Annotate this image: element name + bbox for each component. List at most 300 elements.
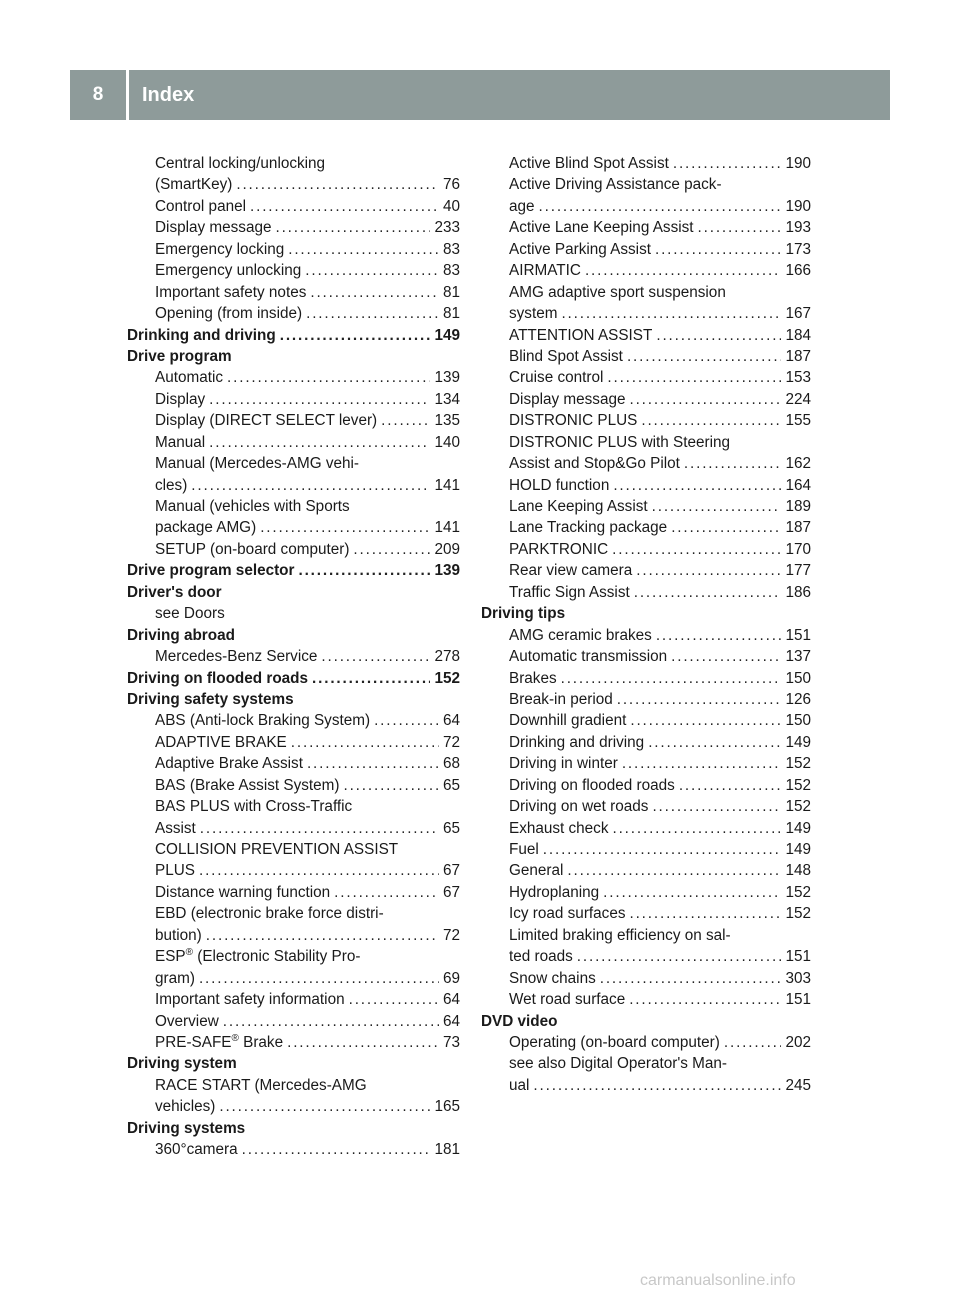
page-ref[interactable]: 72 bbox=[442, 733, 460, 751]
dot-leader bbox=[209, 389, 430, 410]
page-ref[interactable]: 149 bbox=[785, 819, 811, 837]
page-ref[interactable]: 166 bbox=[785, 262, 811, 280]
page-ref[interactable]: 151 bbox=[785, 626, 811, 644]
page-ref[interactable]: 64 bbox=[442, 991, 460, 1009]
index-heading bbox=[127, 325, 460, 346]
dot-leader bbox=[543, 839, 782, 860]
dot-leader bbox=[223, 1011, 439, 1032]
entry-text: Distance warning function bbox=[155, 883, 331, 901]
page-ref[interactable]: 190 bbox=[785, 197, 811, 215]
index-entry bbox=[509, 989, 811, 1010]
page-ref[interactable]: 303 bbox=[785, 969, 811, 987]
entry-text: Icy road surfaces bbox=[509, 905, 626, 923]
index-entry bbox=[155, 1011, 460, 1032]
dot-leader bbox=[206, 925, 439, 946]
page-ref[interactable]: 224 bbox=[785, 390, 811, 408]
page-ref[interactable]: 139 bbox=[434, 369, 460, 387]
entry-text: Fuel bbox=[509, 841, 539, 858]
index-entry bbox=[509, 303, 811, 324]
entry-text: Driving safety systems bbox=[127, 690, 294, 708]
index-entry bbox=[155, 389, 460, 410]
entry-text: Downhill gradient bbox=[509, 712, 627, 730]
entry-text: PLUS bbox=[155, 862, 195, 880]
entry-text: Active Lane Keeping Assist bbox=[509, 219, 694, 237]
dot-leader bbox=[275, 217, 430, 238]
dot-leader bbox=[629, 989, 781, 1010]
index-entry bbox=[155, 903, 460, 924]
index-heading bbox=[127, 625, 460, 646]
entry-text: Drive program selector bbox=[127, 562, 295, 580]
page-ref[interactable]: 135 bbox=[434, 412, 460, 430]
dot-leader bbox=[648, 732, 781, 753]
index-entry bbox=[509, 968, 811, 989]
page-ref[interactable]: 202 bbox=[785, 1033, 811, 1051]
index-entry bbox=[155, 367, 460, 388]
dot-leader bbox=[630, 710, 781, 731]
entry-text: SETUP (on-board computer) bbox=[155, 540, 350, 558]
entry-text: Central locking/unlocking bbox=[155, 155, 326, 172]
page-ref[interactable]: 65 bbox=[442, 819, 460, 837]
index-entry bbox=[155, 603, 460, 624]
index-heading bbox=[127, 346, 460, 367]
index-entry bbox=[509, 453, 811, 474]
dot-leader bbox=[209, 432, 430, 453]
entry-text: Active Parking Assist bbox=[509, 240, 651, 258]
index-entry bbox=[155, 925, 460, 946]
entry-text: Active Blind Spot Assist bbox=[509, 155, 669, 172]
dot-leader bbox=[219, 1096, 430, 1117]
entry-text: package AMG) bbox=[155, 519, 257, 537]
index-entry bbox=[155, 453, 460, 474]
dot-leader bbox=[298, 560, 430, 581]
entry-text: cles) bbox=[155, 476, 188, 494]
index-entry bbox=[155, 1032, 460, 1053]
entry-text: Driving tips bbox=[481, 605, 566, 623]
index-heading bbox=[127, 689, 460, 710]
page-ref[interactable]: 81 bbox=[442, 305, 460, 323]
entry-text: Lane Keeping Assist bbox=[509, 498, 648, 515]
entry-text: Blind Spot Assist bbox=[509, 347, 623, 365]
dot-leader bbox=[310, 282, 439, 303]
dot-leader bbox=[603, 882, 781, 903]
dot-leader bbox=[671, 646, 781, 667]
page-ref[interactable]: 134 bbox=[434, 390, 460, 408]
dot-leader bbox=[191, 475, 430, 496]
index-entry bbox=[509, 496, 811, 517]
page-ref[interactable]: 187 bbox=[785, 347, 811, 365]
dot-leader bbox=[250, 196, 439, 217]
dot-leader bbox=[539, 196, 782, 217]
index-entry bbox=[509, 217, 811, 238]
entry-text: bution) bbox=[155, 926, 202, 944]
index-heading bbox=[481, 1011, 811, 1032]
index-entry bbox=[155, 217, 460, 238]
index-entry bbox=[155, 775, 460, 796]
page-ref[interactable]: 83 bbox=[442, 262, 460, 280]
page-ref[interactable]: 152 bbox=[785, 883, 811, 901]
index-entry bbox=[509, 1053, 811, 1074]
entry-text: system bbox=[509, 305, 558, 323]
page-ref[interactable]: 83 bbox=[442, 240, 460, 258]
page-ref[interactable]: 233 bbox=[434, 219, 460, 237]
dot-leader bbox=[353, 539, 430, 560]
index-entry bbox=[155, 303, 460, 324]
page-ref[interactable]: 164 bbox=[785, 476, 811, 494]
page-number: 8 bbox=[92, 84, 104, 105]
entry-text: ESP® (Electronic Stability Pro- bbox=[155, 947, 361, 966]
entry-text: AMG adaptive sport suspension bbox=[509, 283, 726, 301]
index-entry bbox=[155, 153, 460, 174]
page-ref[interactable]: 278 bbox=[434, 648, 460, 666]
entry-text: Driver's door bbox=[127, 583, 222, 601]
entry-text: Hydroplaning bbox=[509, 883, 600, 901]
index-entry bbox=[509, 882, 811, 903]
dot-leader bbox=[227, 367, 430, 388]
page-ref[interactable]: 64 bbox=[442, 712, 460, 730]
page-ref[interactable]: 137 bbox=[785, 648, 811, 666]
entry-text: Mercedes-Benz Service bbox=[155, 648, 318, 666]
page-ref[interactable]: 152 bbox=[434, 669, 460, 687]
entry-text: Automatic transmission bbox=[509, 648, 668, 666]
page-ref[interactable]: 177 bbox=[785, 562, 811, 580]
section-title: Index bbox=[142, 84, 195, 106]
index-heading bbox=[127, 560, 460, 581]
entry-text: DISTRONIC PLUS bbox=[509, 412, 638, 430]
page-ref[interactable]: 76 bbox=[442, 176, 460, 194]
page-ref[interactable]: 181 bbox=[434, 1141, 460, 1159]
page-ref[interactable]: 152 bbox=[785, 798, 811, 816]
index-entry bbox=[155, 239, 460, 260]
entry-text: PRE-SAFE® Brake bbox=[155, 1032, 284, 1051]
page-ref[interactable]: 150 bbox=[785, 712, 811, 730]
entry-text: RACE START (Mercedes-AMG bbox=[155, 1076, 367, 1094]
dot-leader bbox=[600, 968, 782, 989]
index-entry bbox=[509, 282, 811, 303]
entry-text: Wet road surface bbox=[509, 991, 626, 1009]
index-entry bbox=[509, 517, 811, 538]
entry-text: Driving systems bbox=[127, 1119, 246, 1137]
dot-leader bbox=[673, 153, 782, 174]
index-entry bbox=[509, 346, 811, 367]
page-ref[interactable]: 155 bbox=[785, 412, 811, 430]
page-ref[interactable]: 140 bbox=[434, 433, 460, 451]
index-entry bbox=[155, 174, 460, 195]
dot-leader bbox=[567, 860, 781, 881]
dot-leader bbox=[622, 753, 782, 774]
index-entry bbox=[509, 174, 811, 195]
page-ref[interactable]: 150 bbox=[785, 669, 811, 687]
page-ref[interactable]: 190 bbox=[785, 155, 811, 172]
index-heading bbox=[481, 603, 811, 624]
dot-leader bbox=[343, 775, 439, 796]
index-entry bbox=[509, 196, 811, 217]
entry-text: Display (DIRECT SELECT lever) bbox=[155, 412, 378, 430]
dot-leader bbox=[656, 625, 782, 646]
index-entry bbox=[509, 625, 811, 646]
index-entry bbox=[155, 732, 460, 753]
entry-text: see also Digital Operator's Man- bbox=[509, 1055, 728, 1073]
entry-text: Manual (Mercedes-AMG vehi- bbox=[155, 455, 360, 473]
index-entry bbox=[155, 539, 460, 560]
dot-leader bbox=[617, 689, 782, 710]
entry-text: gram) bbox=[155, 969, 195, 987]
page-ref[interactable]: 186 bbox=[785, 583, 811, 601]
entry-text: Traffic Sign Assist bbox=[509, 583, 630, 601]
entry-text: Display message bbox=[155, 219, 272, 237]
page-ref[interactable]: 152 bbox=[785, 905, 811, 923]
index-entry bbox=[155, 432, 460, 453]
entry-text: vehicles) bbox=[155, 1098, 216, 1116]
index-entry bbox=[155, 796, 460, 817]
index-entry bbox=[155, 282, 460, 303]
page-ref[interactable]: 152 bbox=[785, 755, 811, 773]
page-ref[interactable]: 165 bbox=[434, 1098, 460, 1116]
dot-leader bbox=[305, 260, 439, 281]
page-ref[interactable]: 245 bbox=[785, 1076, 811, 1094]
dot-leader bbox=[291, 732, 439, 753]
entry-text: Emergency locking bbox=[155, 240, 285, 258]
index-entry bbox=[509, 903, 811, 924]
index-entry bbox=[509, 582, 811, 603]
entry-text: Drive program bbox=[127, 347, 232, 365]
page-ref[interactable]: 184 bbox=[785, 326, 811, 344]
index-heading bbox=[127, 1118, 460, 1139]
index-entry bbox=[155, 260, 460, 281]
index-entry bbox=[155, 1139, 460, 1160]
index-entry bbox=[155, 496, 460, 517]
page-ref[interactable]: 149 bbox=[785, 733, 811, 751]
entry-text: Driving on flooded roads bbox=[509, 776, 675, 794]
dot-leader bbox=[236, 174, 439, 195]
dot-leader bbox=[671, 517, 781, 538]
entry-text: Drinking and driving bbox=[127, 326, 276, 344]
entry-text: DISTRONIC PLUS with Steering bbox=[509, 433, 731, 451]
index-entry bbox=[509, 389, 811, 410]
entry-text: ADAPTIVE BRAKE bbox=[155, 733, 287, 751]
index-entry bbox=[509, 668, 811, 689]
dot-leader bbox=[724, 1032, 782, 1053]
dot-leader bbox=[652, 796, 781, 817]
index-entry bbox=[155, 989, 460, 1010]
entry-text: AIRMATIC bbox=[509, 262, 581, 280]
entry-text: Break-in period bbox=[509, 690, 613, 708]
page-ref[interactable]: 167 bbox=[785, 305, 811, 323]
dot-leader bbox=[287, 1032, 439, 1053]
entry-text: AMG ceramic brakes bbox=[509, 626, 652, 644]
page-ref[interactable]: 126 bbox=[785, 690, 811, 708]
page-ref[interactable]: 148 bbox=[785, 862, 811, 880]
index-entry bbox=[509, 1032, 811, 1053]
page-ref[interactable]: 187 bbox=[785, 519, 811, 537]
entry-text: Overview bbox=[155, 1012, 219, 1030]
entry-text: Driving in winter bbox=[509, 755, 618, 773]
page-ref[interactable]: 151 bbox=[785, 991, 811, 1009]
dot-leader bbox=[607, 367, 781, 388]
page-ref[interactable]: 81 bbox=[442, 283, 460, 301]
page-header bbox=[70, 70, 890, 120]
index-entry bbox=[155, 839, 460, 860]
page-ref[interactable]: 65 bbox=[442, 776, 460, 794]
entry-text: 360°camera bbox=[155, 1141, 238, 1159]
page-ref[interactable]: 67 bbox=[442, 883, 460, 901]
dot-leader bbox=[199, 860, 439, 881]
page-ref[interactable]: 141 bbox=[434, 519, 460, 537]
entry-text: (SmartKey) bbox=[155, 176, 233, 194]
entry-text: HOLD function bbox=[509, 476, 610, 494]
page-ref[interactable]: 209 bbox=[434, 540, 460, 558]
dot-leader bbox=[561, 668, 782, 689]
entry-text: Driving on wet roads bbox=[509, 798, 649, 816]
dot-leader bbox=[321, 646, 430, 667]
index-entry bbox=[509, 689, 811, 710]
index-entry bbox=[509, 1075, 811, 1096]
index-column-left bbox=[127, 153, 460, 1161]
entry-text: DVD video bbox=[481, 1012, 558, 1030]
page-ref[interactable]: 151 bbox=[785, 948, 811, 966]
dot-leader bbox=[634, 582, 782, 603]
entry-text: Exhaust check bbox=[509, 819, 609, 837]
dot-leader bbox=[641, 410, 781, 431]
index-column-right bbox=[481, 153, 811, 1096]
entry-text: Brakes bbox=[509, 669, 557, 687]
dot-leader bbox=[312, 668, 430, 689]
page-ref[interactable]: 64 bbox=[442, 1012, 460, 1030]
index-entry bbox=[509, 775, 811, 796]
entry-text: see Doors bbox=[155, 605, 225, 623]
index-entry bbox=[509, 753, 811, 774]
entry-text: General bbox=[509, 862, 564, 880]
page-ref[interactable]: 149 bbox=[785, 841, 811, 858]
entry-text: Emergency unlocking bbox=[155, 262, 302, 280]
entry-text: COLLISION PREVENTION ASSIST bbox=[155, 841, 399, 858]
entry-text: Limited braking efficiency on sal- bbox=[509, 926, 731, 944]
entry-text: Assist bbox=[155, 819, 196, 837]
index-entry bbox=[509, 796, 811, 817]
index-heading bbox=[127, 582, 460, 603]
dot-leader bbox=[242, 1139, 431, 1160]
index-entry bbox=[509, 260, 811, 281]
dot-leader bbox=[288, 239, 439, 260]
index-entry bbox=[155, 475, 460, 496]
entry-text: ABS (Anti-lock Braking System) bbox=[155, 712, 371, 730]
index-entry bbox=[155, 517, 460, 538]
dot-leader bbox=[613, 475, 781, 496]
dot-leader bbox=[636, 560, 781, 581]
page-ref[interactable]: 173 bbox=[785, 240, 811, 258]
index-entry bbox=[509, 153, 811, 174]
dot-leader bbox=[655, 239, 781, 260]
page-ref[interactable]: 189 bbox=[785, 498, 811, 515]
entry-text: Cruise control bbox=[509, 369, 604, 387]
header-divider bbox=[126, 70, 129, 120]
page-ref[interactable]: 68 bbox=[442, 755, 460, 773]
entry-text: Driving on flooded roads bbox=[127, 669, 309, 687]
index-entry bbox=[155, 1096, 460, 1117]
entry-text: EBD (electronic brake force distri- bbox=[155, 905, 384, 923]
page-ref[interactable]: 72 bbox=[442, 926, 460, 944]
entry-text: Lane Tracking package bbox=[509, 519, 668, 537]
index-entry bbox=[509, 860, 811, 881]
page-ref[interactable]: 73 bbox=[442, 1033, 460, 1051]
page-ref[interactable]: 162 bbox=[785, 455, 811, 473]
index-entry bbox=[155, 410, 460, 431]
index-entry bbox=[509, 925, 811, 946]
dot-leader bbox=[684, 453, 782, 474]
index-entry bbox=[509, 732, 811, 753]
index-entry bbox=[509, 239, 811, 260]
dot-leader bbox=[612, 818, 781, 839]
page-ref[interactable]: 153 bbox=[785, 369, 811, 387]
entry-text: age bbox=[509, 197, 535, 215]
entry-text: Snow chains bbox=[509, 969, 596, 987]
page-ref[interactable]: 139 bbox=[434, 562, 460, 580]
index-entry bbox=[155, 968, 460, 989]
dot-leader bbox=[561, 303, 781, 324]
page-ref[interactable]: 40 bbox=[442, 197, 460, 215]
index-entry bbox=[509, 560, 811, 581]
dot-leader bbox=[627, 346, 782, 367]
dot-leader bbox=[374, 710, 439, 731]
index-entry bbox=[509, 475, 811, 496]
entry-text: Automatic bbox=[155, 369, 224, 387]
dot-leader bbox=[698, 217, 782, 238]
dot-leader bbox=[381, 410, 430, 431]
page-ref[interactable]: 193 bbox=[785, 219, 811, 237]
page-ref[interactable]: 170 bbox=[785, 540, 811, 558]
page-ref[interactable]: 149 bbox=[434, 326, 460, 344]
index-entry bbox=[509, 839, 811, 860]
index-entry bbox=[155, 646, 460, 667]
dot-leader bbox=[334, 882, 439, 903]
entry-text: Adaptive Brake Assist bbox=[155, 755, 303, 773]
dot-leader bbox=[307, 753, 439, 774]
entry-text: Display bbox=[155, 390, 206, 408]
entry-text: Driving system bbox=[127, 1055, 237, 1073]
index-entry bbox=[155, 818, 460, 839]
index-entry bbox=[509, 410, 811, 431]
page-ref[interactable]: 141 bbox=[434, 476, 460, 494]
index-entry bbox=[155, 753, 460, 774]
dot-leader bbox=[585, 260, 782, 281]
index-entry bbox=[509, 367, 811, 388]
dot-leader bbox=[629, 389, 781, 410]
entry-text: Display message bbox=[509, 390, 626, 408]
index-entry bbox=[155, 196, 460, 217]
index-entry bbox=[509, 710, 811, 731]
dot-leader bbox=[652, 496, 782, 517]
entry-text: Operating (on-board computer) bbox=[509, 1033, 720, 1051]
page-ref[interactable]: 69 bbox=[442, 969, 460, 987]
page-ref[interactable]: 67 bbox=[442, 862, 460, 880]
entry-text: Opening (from inside) bbox=[155, 305, 303, 323]
entry-text: Important safety notes bbox=[155, 283, 307, 301]
index-entry bbox=[155, 860, 460, 881]
dot-leader bbox=[679, 775, 782, 796]
dot-leader bbox=[533, 1075, 781, 1096]
entry-text: Active Driving Assistance pack- bbox=[509, 176, 722, 194]
entry-text: ATTENTION ASSIST bbox=[509, 326, 653, 344]
entry-text: ted roads bbox=[509, 948, 573, 966]
index-entry bbox=[155, 882, 460, 903]
entry-text: Manual (vehicles with Sports bbox=[155, 498, 350, 515]
index-entry bbox=[509, 818, 811, 839]
entry-text: Driving abroad bbox=[127, 626, 235, 644]
index-entry bbox=[509, 946, 811, 967]
entry-text: ual bbox=[509, 1076, 530, 1094]
index-entry bbox=[155, 946, 460, 967]
page-ref[interactable]: 152 bbox=[785, 776, 811, 794]
entry-text: Assist and Stop&Go Pilot bbox=[509, 455, 680, 473]
